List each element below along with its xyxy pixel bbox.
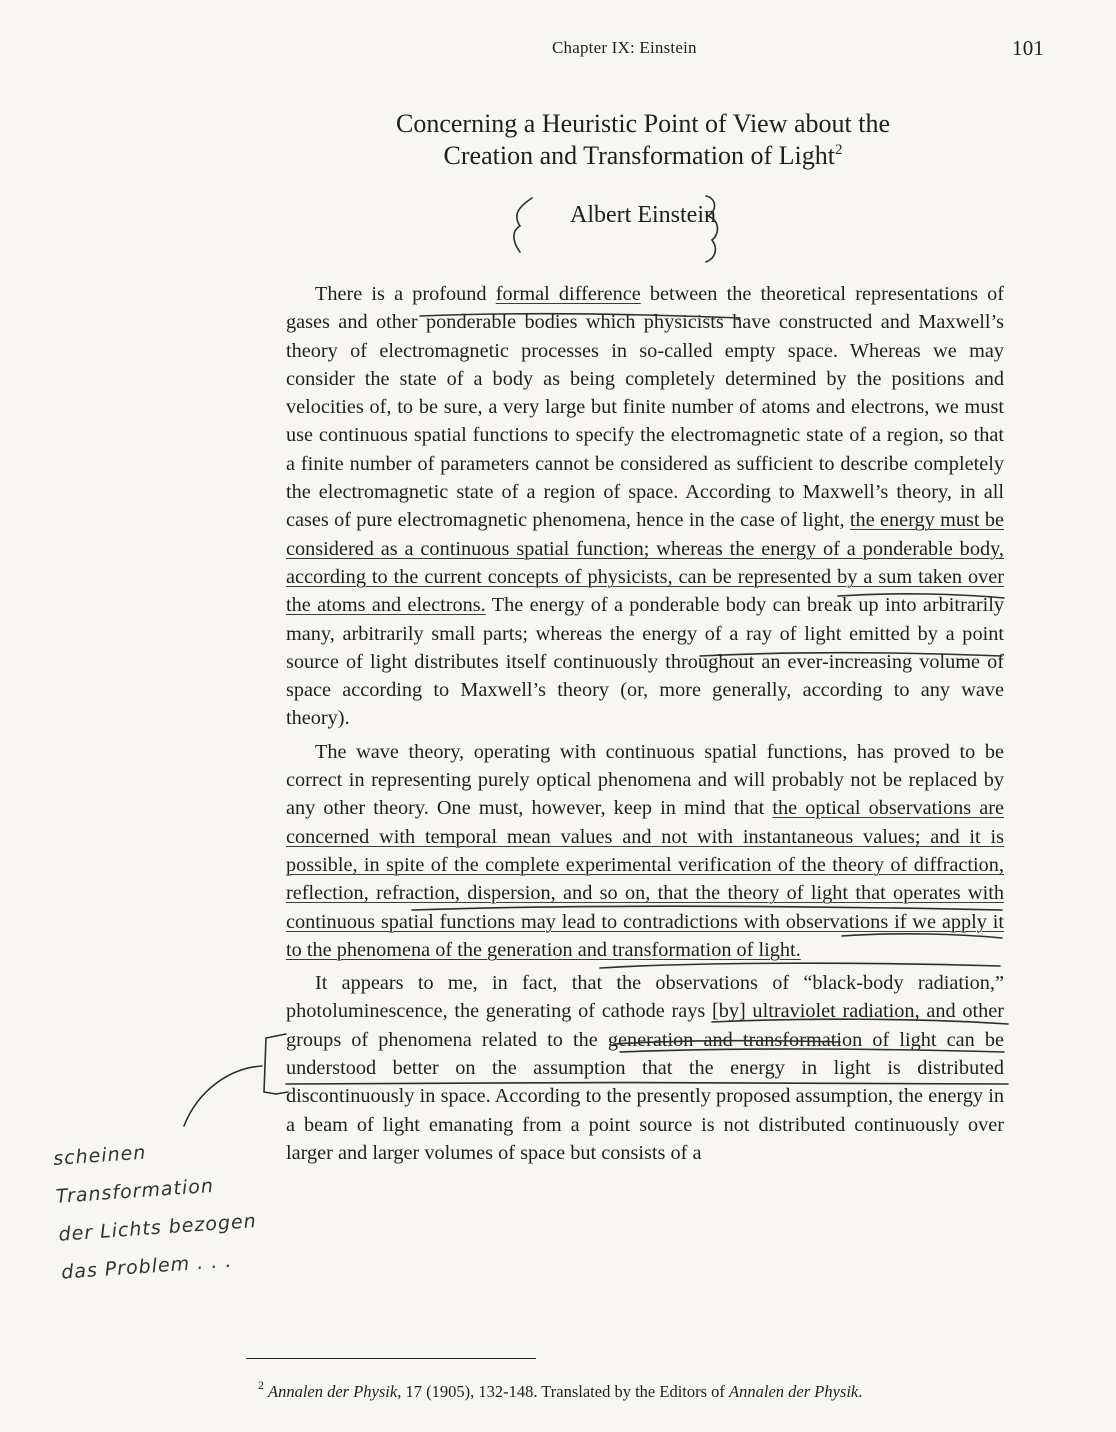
title-line-1: Concerning a Heuristic Point of View about the [395, 109, 891, 138]
page-number: 101 [1012, 36, 1045, 60]
p1-text-e: The energy of a ponderable body can break up into arbitrarily many, arbitrarily small parts; whereas the energy of a ray of light emitted by a point source of light distributes itself continuously throughout an ever-increasing volume of space according to Maxwell’s theory (or, more generally, according to any wave theory). [286, 594, 1004, 730]
margin-bracket-mark [264, 1036, 276, 1094]
footnote-journal: Annalen der Physik [268, 1382, 398, 1401]
footnote-rule [246, 1358, 536, 1359]
p1-underlined-phrase: formal difference [495, 283, 641, 305]
margin-note-line-3: das Problem . . . [60, 1249, 233, 1284]
p1-text-c: between the theoretical representations of gases and other ponderable bodies which physicists have constructed and Maxwell’s theory of electromagnetic processes in so-called empty space. Whereas we may consider the state of a body as being completely determined by the positions and velocities of, to be sure, a very large but finite number of atoms and electrons, we must use continuous spatial functions to specify the electromagnetic state of a region, so that a finite number of parameters cannot be considered as sufficient to describe completely the electromagnetic state of a region of space. According to Maxwell’s theory, in all cases of pure electromagnetic phenomena, hence in the case of light, [286, 283, 1004, 532]
footnote-citation: , 17 (1905), 132-148. Translated by the Editors of [397, 1382, 730, 1401]
author-name: Albert Einstein [570, 202, 716, 228]
footnote [258, 1378, 1018, 1402]
footnote-marker: 2 [258, 1378, 264, 1392]
paragraph-1 [286, 280, 1004, 733]
footnote-journal-2: Annalen der Physik [729, 1382, 859, 1401]
margin-note-line-2: der Lichts bezogen [57, 1209, 258, 1246]
chapter-title: Chapter IX: Einstein [552, 38, 697, 57]
article-title [300, 108, 986, 172]
paragraph-2 [286, 738, 1004, 964]
margin-bracket-tick-top [276, 1034, 286, 1036]
title-line-2-text: Creation and Transformation of Light [443, 141, 835, 170]
margin-note-line-1: scheinen Transformation [52, 1141, 215, 1208]
title-footnote-ref: 2 [834, 142, 843, 158]
article-body [286, 280, 1004, 1172]
paragraph-3: It appears to me, in fact, that the observations of “black-body radiation,” photoluminescence, the generating of cathode rays [by] ultraviolet radiation, and other groups of phenomena related to the generation and transformation of light can be understood better on the assumption that the energy in light is distributed discontinuously in space. According to the presently proposed assumption, the energy in a beam of light emanating from a point source is not distributed continuously over larger and larger volumes of space but consists of a [286, 972, 1004, 1164]
p2-underlined-passage: the optical observations are concerned with temporal mean values and not with instantaneous values; and it is possible, in spite of the complete experimental verification of the theory of diffraction, reflection, refraction, dispersion, and so on, that the theory of light that operates with continuous spatial functions may lead to contradictions with observations if we apply it to the phenomena of the generation and transformation of light. [286, 797, 1005, 961]
footnote-end: . [858, 1382, 863, 1401]
margin-arrow-mark [184, 1066, 262, 1126]
p2-text-a: The wave theory, operating with continuous spatial functions, has proved to be correct in representing purely optical phenomena and will probably not be replaced by any other theory. One must, however, keep in mind that [286, 740, 1004, 820]
p1-underlined-passage: the energy must be considered as a continuous spatial function; whereas the energy of a ponderable body, according to the current concepts of physicists, can be represented by a sum taken over the atoms and electrons. [286, 509, 1004, 617]
p1-text-a: There is a profound [315, 283, 496, 305]
handwritten-margin-note [52, 1125, 282, 1292]
title-line-2 [300, 140, 986, 172]
